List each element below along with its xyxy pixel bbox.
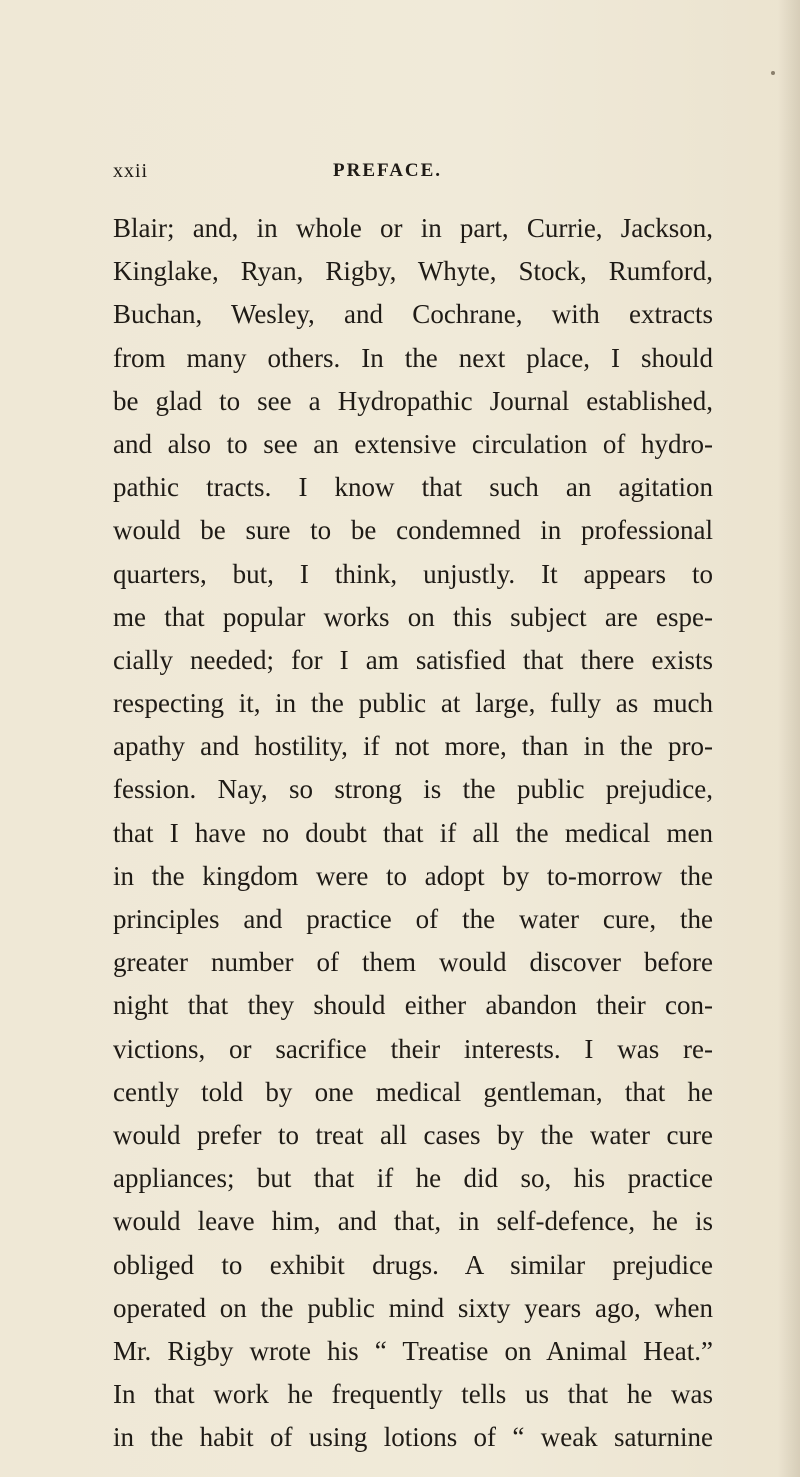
text-line: night that they should either abandon their con-	[113, 990, 713, 1021]
text-line: pathic tracts. I know that such an agitation	[113, 472, 713, 503]
header-title: PREFACE.	[333, 160, 443, 181]
text-line: be glad to see a Hydropathic Journal established,	[113, 385, 713, 416]
text-line: victions, or sacrifice their interests. I was re-	[113, 1033, 713, 1064]
running-head	[113, 160, 703, 190]
text-line: Mr. Rigby wrote his “ Treatise on Animal Heat.”	[113, 1335, 713, 1366]
text-line: Kinglake, Ryan, Rigby, Whyte, Stock, Rumford,	[113, 256, 713, 287]
text-line: principles and practice of the water cure, the	[113, 904, 713, 934]
text-line: and also to see an extensive circulation of hydro-	[113, 428, 713, 459]
text-line: obliged to exhibit drugs. A similar prejudice	[113, 1249, 713, 1280]
text-line: greater number of them would discover before	[113, 947, 713, 978]
text-line: fession. Nay, so strong is the public prejudice,	[113, 774, 713, 805]
text-line: operated on the public mind sixty years ago, when	[113, 1292, 713, 1323]
text-line: from many others. In the next place, I should	[113, 342, 713, 373]
text-line: In that work he frequently tells us that he was	[113, 1379, 713, 1410]
page-number: xxii	[113, 160, 149, 182]
text-line: me that popular works on this subject are espe-	[113, 601, 713, 632]
text-line: would leave him, and that, in self-defence, he is	[113, 1206, 713, 1237]
text-line: Blair; and, in whole or in part, Currie, Jackson,	[113, 213, 713, 243]
text-line: respecting it, in the public at large, fully as much	[113, 688, 713, 719]
text-line: quarters, but, I think, unjustly. It appears to	[113, 558, 713, 589]
page-edge-shadow	[778, 0, 800, 1477]
text-line: apathy and hostility, if not more, than in the pro-	[113, 731, 713, 762]
ink-speck	[771, 71, 775, 75]
body-text	[113, 207, 713, 1459]
text-line: in the habit of using lotions of “ weak saturnine	[113, 1422, 713, 1453]
text-line: that I have no doubt that if all the medical men	[113, 817, 713, 848]
text-line: would be sure to be condemned in professional	[113, 515, 713, 546]
text-line: would prefer to treat all cases by the water cure	[113, 1119, 713, 1150]
text-line: cially needed; for I am satisfied that there exists	[113, 644, 713, 675]
text-line: appliances; but that if he did so, his practice	[113, 1163, 713, 1194]
text-line: cently told by one medical gentleman, that he	[113, 1076, 713, 1107]
text-line: in the kingdom were to adopt by to-morrow the	[113, 860, 713, 891]
text-line: Buchan, Wesley, and Cochrane, with extracts	[113, 299, 713, 330]
